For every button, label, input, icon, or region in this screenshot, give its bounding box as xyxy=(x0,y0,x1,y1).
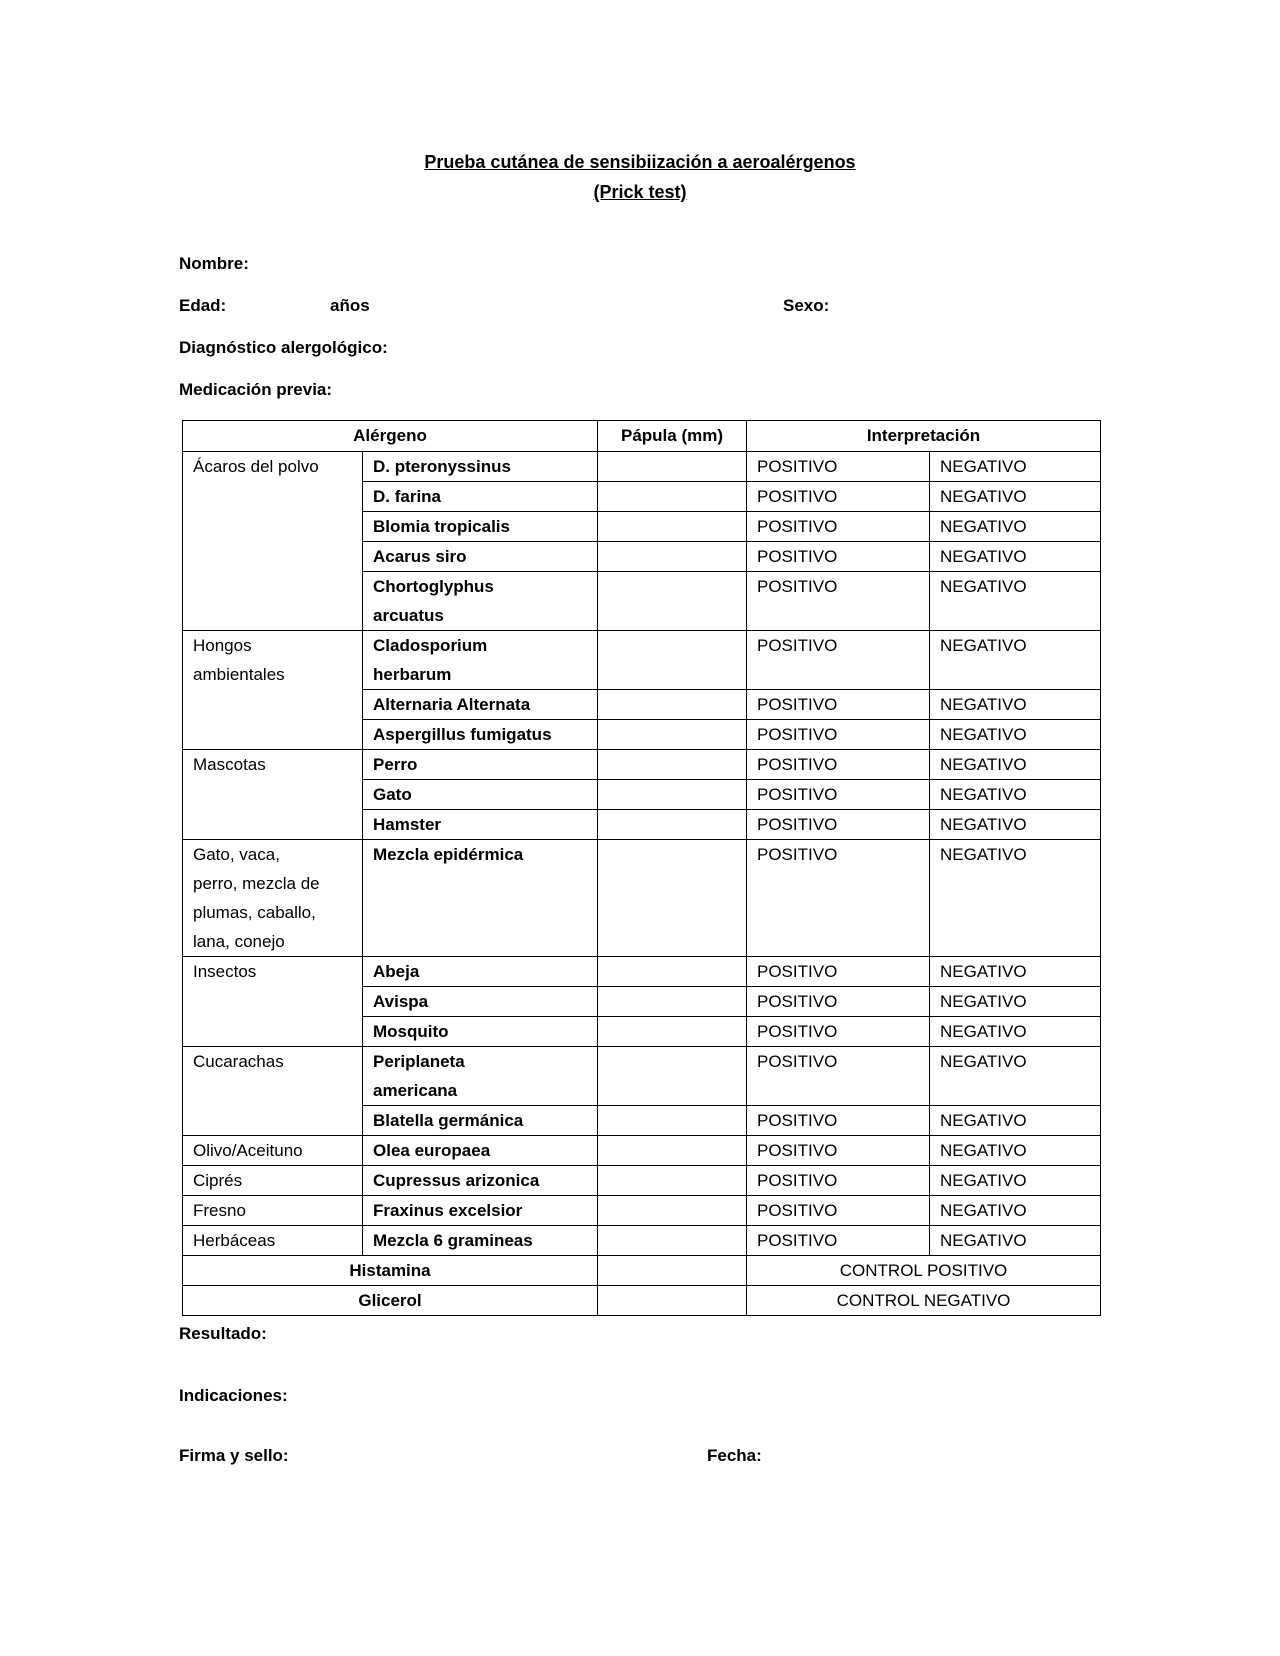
negativo-option: NEGATIVO xyxy=(930,780,1101,810)
negativo-option: NEGATIVO xyxy=(930,690,1101,720)
allergen-group: Olivo/Aceituno xyxy=(183,1136,363,1166)
sexo-label: Sexo: xyxy=(783,296,830,315)
papula-cell[interactable] xyxy=(598,572,747,631)
positivo-option: POSITIVO xyxy=(747,1196,930,1226)
allergen-name: Avispa xyxy=(363,987,598,1017)
allergen-group: Herbáceas xyxy=(183,1226,363,1256)
papula-cell[interactable] xyxy=(598,1017,747,1047)
negativo-option: NEGATIVO xyxy=(930,1196,1101,1226)
document-title: Prueba cutánea de sensibiización a aeroalérgenos xyxy=(424,152,856,172)
positivo-option: POSITIVO xyxy=(747,542,930,572)
negativo-option: NEGATIVO xyxy=(930,482,1101,512)
papula-cell[interactable] xyxy=(598,810,747,840)
positivo-option: POSITIVO xyxy=(747,482,930,512)
papula-cell[interactable] xyxy=(598,1136,747,1166)
negativo-option: NEGATIVO xyxy=(930,452,1101,482)
resultado-label: Resultado: xyxy=(179,1324,267,1343)
allergen-name: Perro xyxy=(363,750,598,780)
papula-cell[interactable] xyxy=(598,1106,747,1136)
negativo-option: NEGATIVO xyxy=(930,542,1101,572)
papula-cell[interactable] xyxy=(598,1047,747,1106)
allergen-group: Fresno xyxy=(183,1196,363,1226)
papula-cell[interactable] xyxy=(598,631,747,690)
negativo-option: NEGATIVO xyxy=(930,1136,1101,1166)
allergen-group: Ácaros del polvo xyxy=(183,452,363,631)
allergen-group: Gato, vaca, perro, mezcla de plumas, caballo, lana, conejo xyxy=(183,840,363,957)
table-row xyxy=(183,840,1101,957)
allergen-name: Mosquito xyxy=(363,1017,598,1047)
negativo-option: NEGATIVO xyxy=(930,1106,1101,1136)
papula-cell[interactable] xyxy=(598,780,747,810)
papula-cell[interactable] xyxy=(598,542,747,572)
positivo-option: POSITIVO xyxy=(747,720,930,750)
papula-cell[interactable] xyxy=(598,1256,747,1286)
allergen-group: Mascotas xyxy=(183,750,363,840)
allergen-name: D. farina xyxy=(363,482,598,512)
positivo-option: POSITIVO xyxy=(747,1106,930,1136)
negativo-option: NEGATIVO xyxy=(930,1017,1101,1047)
negativo-option: NEGATIVO xyxy=(930,1166,1101,1196)
positivo-option: POSITIVO xyxy=(747,1226,930,1256)
positivo-option: POSITIVO xyxy=(747,452,930,482)
table-row xyxy=(183,452,1101,482)
positivo-option: POSITIVO xyxy=(747,780,930,810)
edad-label: Edad: xyxy=(179,296,227,315)
allergen-name: Hamster xyxy=(363,810,598,840)
papula-cell[interactable] xyxy=(598,1166,747,1196)
control-row xyxy=(183,1256,1101,1286)
allergen-name: Alternaria Alternata xyxy=(363,690,598,720)
table-row xyxy=(183,1166,1101,1196)
positivo-option: POSITIVO xyxy=(747,987,930,1017)
negativo-option: NEGATIVO xyxy=(930,840,1101,957)
negativo-option: NEGATIVO xyxy=(930,572,1101,631)
table-row xyxy=(183,1196,1101,1226)
allergen-name: Acarus siro xyxy=(363,542,598,572)
allergen-name: Periplaneta americana xyxy=(363,1047,598,1106)
allergen-group: Ciprés xyxy=(183,1166,363,1196)
table-row xyxy=(183,1226,1101,1256)
negativo-option: NEGATIVO xyxy=(930,1047,1101,1106)
anos-label: años xyxy=(330,296,370,315)
papula-cell[interactable] xyxy=(598,690,747,720)
allergen-name: Blatella germánica xyxy=(363,1106,598,1136)
control-label: CONTROL POSITIVO xyxy=(747,1256,1101,1286)
papula-cell[interactable] xyxy=(598,1196,747,1226)
allergen-name: Fraxinus excelsior xyxy=(363,1196,598,1226)
allergen-name: Chortoglyphus arcuatus xyxy=(363,572,598,631)
negativo-option: NEGATIVO xyxy=(930,957,1101,987)
negativo-option: NEGATIVO xyxy=(930,512,1101,542)
papula-cell[interactable] xyxy=(598,512,747,542)
firma-label: Firma y sello: xyxy=(179,1446,289,1465)
negativo-option: NEGATIVO xyxy=(930,750,1101,780)
allergen-name: Aspergillus fumigatus xyxy=(363,720,598,750)
positivo-option: POSITIVO xyxy=(747,631,930,690)
positivo-option: POSITIVO xyxy=(747,1047,930,1106)
papula-cell[interactable] xyxy=(598,840,747,957)
allergen-name: Mezcla 6 gramineas xyxy=(363,1226,598,1256)
medicacion-label: Medicación previa: xyxy=(179,380,333,399)
diagnostico-label: Diagnóstico alergológico: xyxy=(179,338,388,357)
allergen-name: Cladosporium herbarum xyxy=(363,631,598,690)
positivo-option: POSITIVO xyxy=(747,810,930,840)
papula-cell[interactable] xyxy=(598,750,747,780)
nombre-label: Nombre: xyxy=(179,254,249,273)
papula-cell[interactable] xyxy=(598,452,747,482)
papula-cell[interactable] xyxy=(598,1286,747,1316)
control-label: CONTROL NEGATIVO xyxy=(747,1286,1101,1316)
allergen-name: D. pteronyssinus xyxy=(363,452,598,482)
allergen-name: Gato xyxy=(363,780,598,810)
control-name: Glicerol xyxy=(183,1286,598,1316)
document-subtitle: (Prick test) xyxy=(593,182,687,202)
table-row xyxy=(183,631,1101,690)
positivo-option: POSITIVO xyxy=(747,1017,930,1047)
negativo-option: NEGATIVO xyxy=(930,810,1101,840)
negativo-option: NEGATIVO xyxy=(930,631,1101,690)
positivo-option: POSITIVO xyxy=(747,1136,930,1166)
papula-cell[interactable] xyxy=(598,1226,747,1256)
allergen-name: Mezcla epidérmica xyxy=(363,840,598,957)
negativo-option: NEGATIVO xyxy=(930,720,1101,750)
allergen-group: Cucarachas xyxy=(183,1047,363,1136)
allergen-table xyxy=(182,420,1101,1316)
negativo-option: NEGATIVO xyxy=(930,1226,1101,1256)
header-alergeno: Alérgeno xyxy=(183,421,598,452)
allergen-group: Insectos xyxy=(183,957,363,1047)
allergen-name: Blomia tropicalis xyxy=(363,512,598,542)
table-row xyxy=(183,1047,1101,1106)
papula-cell[interactable] xyxy=(598,987,747,1017)
positivo-option: POSITIVO xyxy=(747,750,930,780)
papula-cell[interactable] xyxy=(598,957,747,987)
control-name: Histamina xyxy=(183,1256,598,1286)
allergen-group: Hongos ambientales xyxy=(183,631,363,750)
papula-cell[interactable] xyxy=(598,720,747,750)
allergen-name: Olea europaea xyxy=(363,1136,598,1166)
papula-cell[interactable] xyxy=(598,482,747,512)
positivo-option: POSITIVO xyxy=(747,690,930,720)
positivo-option: POSITIVO xyxy=(747,840,930,957)
table-row xyxy=(183,1136,1101,1166)
fecha-label: Fecha: xyxy=(707,1446,762,1465)
table-header-row xyxy=(183,421,1101,452)
positivo-option: POSITIVO xyxy=(747,512,930,542)
allergen-name: Cupressus arizonica xyxy=(363,1166,598,1196)
indicaciones-label: Indicaciones: xyxy=(179,1386,288,1405)
negativo-option: NEGATIVO xyxy=(930,987,1101,1017)
header-papula: Pápula (mm) xyxy=(598,421,747,452)
positivo-option: POSITIVO xyxy=(747,1166,930,1196)
control-row xyxy=(183,1286,1101,1316)
table-row xyxy=(183,750,1101,780)
header-interpretacion: Interpretación xyxy=(747,421,1101,452)
positivo-option: POSITIVO xyxy=(747,957,930,987)
positivo-option: POSITIVO xyxy=(747,572,930,631)
allergen-name: Abeja xyxy=(363,957,598,987)
table-row xyxy=(183,957,1101,987)
